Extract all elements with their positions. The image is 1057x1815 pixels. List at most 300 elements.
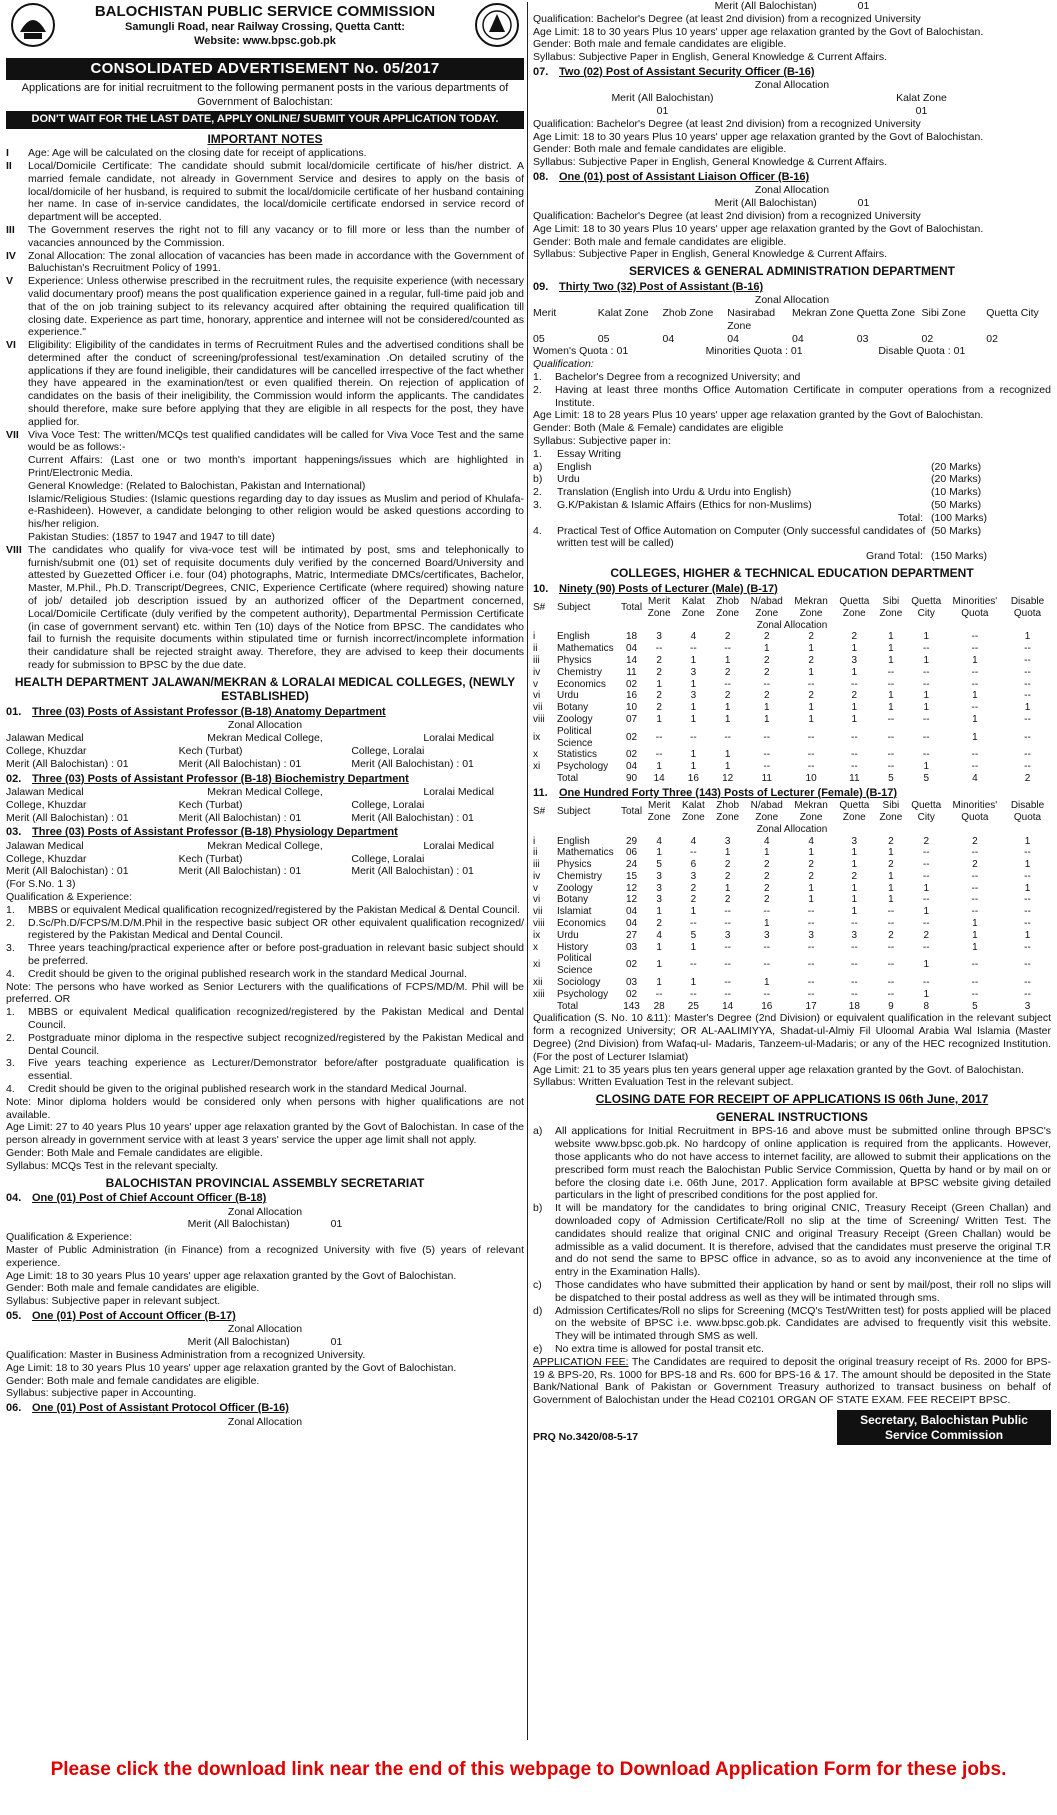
table-cell: -- [887,918,895,930]
table-cell: 16 [625,690,638,702]
table-cell: 1 [690,941,697,953]
table-cell: 2 [763,894,770,906]
zone-count: 02 [921,332,934,345]
table-cell: -- [690,959,697,971]
table-cell: 1 [923,702,929,714]
zone-count: 04 [662,332,675,345]
zone-name: Kalat Zone [597,306,649,319]
post-04-qualification: Master of Public Administration (in Finance) from a recognized University with five (5) years of relevant experience. [6,1244,524,1269]
table-cell: 17 [805,1000,817,1012]
table-row [533,883,1051,895]
table-row [533,859,1051,871]
post-title: Three (03) Posts of Assistant Professor (B-18) Biochemistry Department [32,772,409,785]
apply-online-banner: DON'T WAIT FOR THE LAST DATE, APPLY ONLINE/ SUBMIT YOUR APPLICATION TODAY. [6,111,524,128]
qualification-list-1 [6,904,524,981]
table-cell: -- [922,859,930,871]
table-cell: -- [1024,959,1031,971]
table-cell: -- [807,749,815,761]
table-cell: -- [1024,666,1031,678]
table-cell: -- [763,678,771,690]
table-cell: iii [533,654,540,666]
qualification-item [6,942,524,968]
table-cell: 2 [656,918,662,930]
table-cell: -- [763,959,771,971]
note-number: V [6,275,14,288]
table-row [533,918,1051,930]
health-department-title: HEALTH DEPARTMENT JALAWAN/MEKRAN & LORALAI MEDICAL COLLEGES, (NEWLY ESTABLISHED) [14,674,516,704]
post-09-title: 09. Thirty Two (32) Post of Assistant (B-16) [533,280,764,293]
table-cell: Economics [557,678,606,690]
table-cell: 3 [851,654,858,666]
assembly-title: BALOCHISTAN PROVINCIAL ASSEMBLY SECRETARIAT [105,1175,425,1190]
table-cell: 3 [851,929,858,941]
table-cell: -- [655,988,663,1000]
table-cell: -- [807,731,815,743]
table-cell: 03 [625,941,638,953]
table-cell: -- [1024,731,1031,743]
sgad-qual-label: Qualification: [533,358,594,371]
table-cell: 2 [724,666,731,678]
table-cell: 1 [763,918,770,930]
table-cell: -- [807,959,815,971]
table-cell: -- [724,988,732,1000]
table-cell: 3 [656,894,662,906]
table-cell: 02 [625,731,638,743]
health-post-title [6,706,524,719]
notes-list [6,147,524,429]
table-cell: 1 [923,988,929,1000]
table-cell: 1 [851,847,858,859]
table-cell: 1 [888,643,894,655]
table-cell: -- [1024,713,1031,725]
table-cell: -- [887,666,895,678]
table-header-cell: S# [533,806,546,817]
table-cell: -- [887,977,895,989]
qualification-item [6,1057,524,1083]
table-cell: 2 [923,835,929,847]
colleges-age: Age Limit: 21 to 35 years plus ten years general upper age relaxation granted by the Govt. of Balochistan. [533,1063,1024,1076]
table-cell: -- [887,988,895,1000]
table-row [533,749,1051,761]
table-header-cell: Subject [557,806,591,817]
table-header-cell: Quetta City [911,800,942,823]
sgad-title: SERVICES & GENERAL ADMINISTRATION DEPARTMENT [628,264,956,279]
table-cell: 1 [763,713,770,725]
table-cell: 2 [808,654,814,666]
table-row [533,836,1051,848]
table-cell: -- [971,643,979,655]
table-cell: 2 [763,882,770,894]
table-header-cell: Disable Quota [1010,595,1045,619]
closing-date: CLOSING DATE FOR RECEIPT OF APPLICATIONS IS 06th June, 2017 [595,1092,989,1107]
note-item [6,250,524,276]
table-cell: 2 [923,929,929,941]
table-cell: 1 [656,847,662,859]
table-cell: 1 [656,906,662,918]
syllabus-marks [931,448,1051,461]
table-cell: 16 [687,772,699,784]
instruction-item [533,1279,1051,1305]
table-cell: 24 [625,859,638,871]
table-cell: 10 [805,772,817,784]
table-cell: -- [850,731,858,743]
table-cell: -- [807,906,815,918]
notes-title: IMPORTANT NOTES [207,131,323,146]
table-cell: xi [533,959,541,971]
table-cell: vi [533,690,541,702]
table-cell: iii [533,859,540,871]
table-cell: 04 [625,906,638,918]
table-row [533,643,1051,655]
syllabus-text: Total: [897,511,923,524]
table-cell: 1 [724,713,731,725]
table-header-cell: Sibi Zone [879,800,903,823]
post-04-gender: Gender: Both male and female candidates are eligible. [6,1282,260,1295]
zone-count: 04 [792,332,804,345]
post-08-title: 08. One (01) post of Assistant Liaison Officer (B-16) [533,170,810,183]
table-cell: 28 [653,1000,665,1012]
zonal-label: Zonal Allocation [227,719,303,732]
item-number: d) [533,1304,543,1317]
health-post-title [6,773,524,786]
syllabus-item [533,550,1051,563]
post-06-qualification: Qualification: Bachelor's Degree (at least 2nd division) from a recognized University [533,12,921,25]
table-cell: 1 [888,847,894,859]
table-cell: i [533,835,536,847]
table-cell: 06 [625,847,638,859]
table-cell: 1 [888,702,894,714]
college-cell: College, Loralai [351,745,425,758]
table-cell: -- [763,941,771,953]
table-cell: 3 [763,929,770,941]
post-11-title: 11. One Hundred Forty Three (143) Posts of Lecturer (Female) (B-17) [533,786,898,799]
table-cell: 04 [625,643,638,655]
post-08-syllabus: Syllabus: Subjective Paper in English, General Knowledge & Current Affairs. [533,248,888,261]
zonal-label: Zonal Allocation [227,1323,303,1336]
table-cell: Botany [557,702,589,714]
health-age: Age Limit: 27 to 40 years Plus 10 years' upper age relaxation granted by the Govt of Balochistan. In case of the person already in government service with at least 3 years' service the upper age limit shall not apply. [6,1121,524,1147]
college-cell: Kech (Turbat) [178,852,243,865]
table-cell: xii [533,977,543,989]
item-number: 4. [6,967,15,980]
table-header-cell: N/abad Zone [750,595,783,619]
table-cell: -- [1024,690,1031,702]
table-cell: 1 [972,941,978,953]
table-cell: 4 [763,835,770,847]
zone-count: 02 [986,332,998,345]
table-cell: 1 [690,702,697,714]
table-cell: -- [922,941,930,953]
table-cell: 1 [888,631,894,643]
post-04-syllabus: Syllabus: Subjective paper in relevant subject. [6,1295,221,1308]
table-cell: -- [1024,977,1031,989]
syllabus-marks: (20 Marks) [931,473,982,486]
colleges-syllabus: Syllabus: Written Evaluation Test in the relevant subject. [533,1076,794,1089]
post-05-gender: Gender: Both male and female candidates are eligible. [6,1374,260,1387]
table-cell: 2 [690,894,697,906]
download-form-message[interactable]: Please click the download link near the end of this webpage to Download Application Form for these jobs. [50,1759,1007,1780]
table-cell: 1 [656,713,662,725]
table-cell: 1 [972,918,978,930]
health-post-title [6,826,524,839]
table-header-row [533,800,1051,824]
table-cell: -- [690,731,697,743]
zone-name: Nasirabad Zone [727,306,776,332]
lecturer-male-table [533,596,1051,785]
footer [0,1745,1057,1815]
health-posts [6,706,524,878]
syllabus-item [533,473,1051,486]
table-cell: -- [763,749,771,761]
item-text: No extra time is allowed for postal transit etc. [555,1343,764,1356]
table-cell: 1 [923,959,929,971]
table-cell: -- [724,906,732,918]
table-cell: -- [655,749,663,761]
zone-name: Merit [533,306,557,319]
table-cell: 1 [690,906,697,918]
table-cell: 18 [848,1000,860,1012]
right-column [533,0,1051,1745]
table-cell: 1 [972,690,978,702]
secretary-signature: Secretary, Balochistan Public Service Commission [837,1410,1051,1445]
table-cell: 1 [923,761,929,773]
table-row [533,977,1051,989]
table-cell: -- [690,988,697,1000]
table-cell: 1 [851,859,858,871]
note-text: Eligibility: Eligibility of the candidates in terms of Recruitment Rules and the advertised conditions shall be determined after the conduct of screening/professional test/examination .On detailed scrutiny of the applications if they are found ineligible, their candidatures will be cancelled irrespective of the fact whether they have appeared in the examination/test or even qualified therein. On rejection of application of candidates on the basis of their ineligibility, the Commission would inform the applicants. The candidates should therefore, make sure before applying that they are eligible in all respects for the post, they have applied for. [28,339,524,428]
table-cell: 2 [808,690,814,702]
zonal-row [533,824,1051,836]
table-cell: 2 [690,882,697,894]
table-row [533,726,1051,750]
table-cell: -- [724,678,732,690]
table-cell: 2 [888,929,894,941]
table-cell: -- [807,678,815,690]
note-number: III [6,223,15,236]
advertisement-title: CONSOLIDATED ADVERTISEMENT No. 05/2017 [6,58,524,80]
table-cell: -- [850,959,858,971]
syllabus-marks: (50 Marks) [931,524,982,537]
college-cell: College, Loralai [351,798,425,811]
table-cell: -- [971,631,979,643]
syllabus-number: a) [533,460,543,473]
table-cell: 29 [625,835,638,847]
table-cell: 8 [923,1000,929,1012]
zone-count: 05 [533,332,545,345]
item-number: b) [533,1202,543,1215]
table-cell: Urdu [557,690,579,702]
table-cell: -- [971,761,979,773]
table-cell: 1 [808,882,814,894]
table-cell: Economics [557,918,606,930]
table-cell: iv [533,870,541,882]
table-cell: -- [887,761,895,773]
table-cell: 143 [623,1000,640,1012]
post-06-title: 06. One (01) Post of Assistant Protocol Officer (B-16) [6,1402,289,1415]
syllabus-marks: (100 Marks) [931,511,988,524]
post-08-age: Age Limit: 18 to 30 years Plus 10 years' upper age relaxation granted by the Govt of Balochistan. [533,222,984,235]
table-cell: -- [807,918,815,930]
note-text: Age: Age will be calculated on the closing date for receipt of applications. [28,147,367,160]
table-cell: -- [1024,918,1031,930]
zonal-label: Zonal Allocation [754,294,830,307]
table-cell: xi [533,761,541,773]
item-number: 2. [6,1031,15,1044]
table-cell: 1 [888,882,894,894]
table-cell: -- [887,731,895,743]
college-cell: Merit (All Balochistan) : 01 [6,757,129,770]
table-cell: 4 [656,929,662,941]
table-cell: 1 [690,654,697,666]
college-cell: College, Khuzdar [6,745,87,758]
table-cell: 1 [808,847,814,859]
post-number: 02. [6,772,22,785]
table-cell: Mathematics [557,643,614,655]
college-cell: Mekran Medical College, [207,732,323,745]
note-text: Zonal Allocation: The zonal allocation of vacancies has been made in accordance with the Government of Baluchistan's Recruitment Policy of 1991. [28,249,524,275]
quotas: Women's Quota : 01 Minorities Quota : 01 Disable Quota : 01 [533,345,966,358]
table-cell: Mathematics [557,847,614,859]
table-cell: -- [850,678,858,690]
table-cell: -- [724,731,732,743]
post-08-gender: Gender: Both male and female candidates are eligible. [533,235,787,248]
table-cell: 1 [888,894,894,906]
table-cell: 1 [851,713,858,725]
table-cell: 3 [724,929,731,941]
table-row [533,679,1051,691]
post-number: 03. [6,826,22,839]
note-vii: VII Viva Voce Test: The written/MCQs test qualified candidates will be called for Viva Voce Test and the same would be as follows:- Current Affairs: (Last one or two month's important happenings/issues which are highlighted in Print/Electronic Media. General Knowledge: (Related to Balochistan, Pakistan and International) Islamic/Religious Studies: (Islamic questions regarding day to day issues as Muslim and period of Khulafa-e-Rashideen). However, a candidate belonging to other religion would be asked questions according to his/her religion. Pakistan Studies: (1857 to 1947 and 1947 to till date) [6,428,524,544]
table-cell: -- [1024,988,1031,1000]
syllabus-text: G.K/Pakistan & Islamic Affairs (Ethics for non-Muslims) [557,498,812,511]
table-cell: 2 [972,835,978,847]
table-cell: -- [763,761,771,773]
table-cell: 2 [656,654,662,666]
table-cell: 1 [724,847,731,859]
table-cell: -- [1024,761,1031,773]
college-cell: Merit (All Balochistan) : 01 [178,757,302,770]
table-cell: -- [655,731,663,743]
table-cell: iv [533,666,541,678]
college-cell: Kech (Turbat) [178,745,243,758]
syllabus-number: 4. [533,524,542,537]
table-cell: 4 [690,631,697,643]
table-cell: viii [533,713,545,725]
table-cell: 2 [763,859,770,871]
table-cell: -- [971,959,979,971]
table-cell: 1 [690,749,697,761]
table-cell: 2 [656,702,662,714]
post-04-merit: Merit (All Balochistan) 01 [187,1218,343,1231]
table-cell: Botany [557,894,589,906]
item-text: Five years teaching experience as Lecturer/Demonstrator before/after postgraduate qualification is essential. [28,1057,524,1083]
table-cell: 3 [851,835,858,847]
table-cell: 25 [687,1000,699,1012]
intro-text: Applications are for initial recruitment to the following permanent posts in the various departments of Government of Balochistan: [21,82,509,108]
post-05-qualification: Qualification: Master in Business Administration from a recognized University. [6,1348,366,1361]
table-cell: 3 [808,929,814,941]
table-cell: -- [1024,894,1031,906]
syllabus-item [533,499,1051,512]
item-number: c) [533,1279,542,1292]
table-cell: 03 [625,977,638,989]
application-fee: APPLICATION FEE: The Candidates are required to deposit the original treasury receipt of Rs. 2000 for BPS-19 & BPS-20, Rs. 1000 for BPS-18 and Rs. 600 for BPS-16 & 17. The amount should be deposited in the State Bank/National Bank of Pakistan or Government Treasury authorized to transact business on behalf of Government of Balochistan under the Head C02101 ORGAN OF STATE EXAM. FEE RECEIPT BPSC. [533,1355,1051,1407]
table-header-cell: Kalat Zone [681,800,705,823]
table-cell: 27 [625,929,638,941]
table-cell: -- [850,977,858,989]
qualification-item [533,384,1051,410]
table-cell: -- [850,761,858,773]
table-cell: -- [922,847,930,859]
table-cell: 1 [851,882,858,894]
table-header-cell: S# [533,601,546,613]
post-number: 01. [6,706,22,719]
table-cell: 2 [763,666,770,678]
table-cell: 1 [1024,631,1031,643]
college-grid [6,840,524,878]
table-cell: 1 [851,666,858,678]
table-cell: vi [533,894,541,906]
college-cell: Kech (Turbat) [178,798,243,811]
table-cell: vii [533,906,543,918]
syllabus-text: English [557,460,592,473]
table-cell: 1 [1024,929,1031,941]
note-item [6,160,524,224]
item-text: MBBS or equivalent Medical qualification recognized/registered by the Pakistan Medical and Dental Council. [28,1006,524,1032]
college-cell: Merit (All Balochistan) : 01 [178,811,302,824]
table-cell: 1 [888,690,894,702]
note-item [6,275,524,339]
table-row [533,761,1051,773]
college-cell: Merit (All Balochistan) : 01 [351,757,474,770]
post-07-gender: Gender: Both male and female candidates are eligible. [533,143,787,156]
post-07-allocation: Merit (All Balochistan) Kalat Zone 01 01 [611,92,947,117]
table-cell: Physics [557,859,592,871]
table-cell: -- [922,678,930,690]
table-cell: Urdu [557,929,579,941]
table-header-cell: Total [620,601,643,613]
college-cell: Merit (All Balochistan) : 01 [6,811,129,824]
college-cell: Merit (All Balochistan) : 01 [351,865,474,878]
post-title: Three (03) Posts of Assistant Professor (B-18) Anatomy Department [32,706,386,719]
general-instructions-title: GENERAL INSTRUCTIONS [716,1109,868,1124]
item-number: 1. [6,903,15,916]
college-grid [6,786,524,824]
table-cell: -- [807,761,815,773]
syllabus-text: Practical Test of Office Automation on Computer (Only successful candidates of written test will be called) [557,524,926,550]
post-06-merit: Merit (All Balochistan) 01 [714,0,870,12]
table-cell: 3 [656,882,662,894]
table-cell: 1 [1024,702,1031,714]
sgad-age: Age Limit: 18 to 28 years Plus 10 years' upper age relaxation granted by the Govt of Balochistan. [533,409,984,422]
table-cell: 1 [1024,835,1031,847]
syllabus-item [533,448,1051,461]
item-number: 3. [6,942,15,955]
table-cell: 1 [656,761,662,773]
table-cell: v [533,882,538,894]
table-cell: 04 [625,918,638,930]
zone-name: Zhob Zone [662,306,714,319]
table-cell: 1 [763,977,770,989]
org-website: Website: www.bpsc.gob.pk [194,34,336,47]
table-cell: -- [887,749,895,761]
zonal-label: Zonal Allocation [754,79,830,92]
table-cell: -- [971,749,979,761]
zone-name: Mekran Zone [792,306,854,319]
table-cell: 1 [808,702,814,714]
table-cell: 1 [1024,882,1031,894]
table-row [533,930,1051,942]
